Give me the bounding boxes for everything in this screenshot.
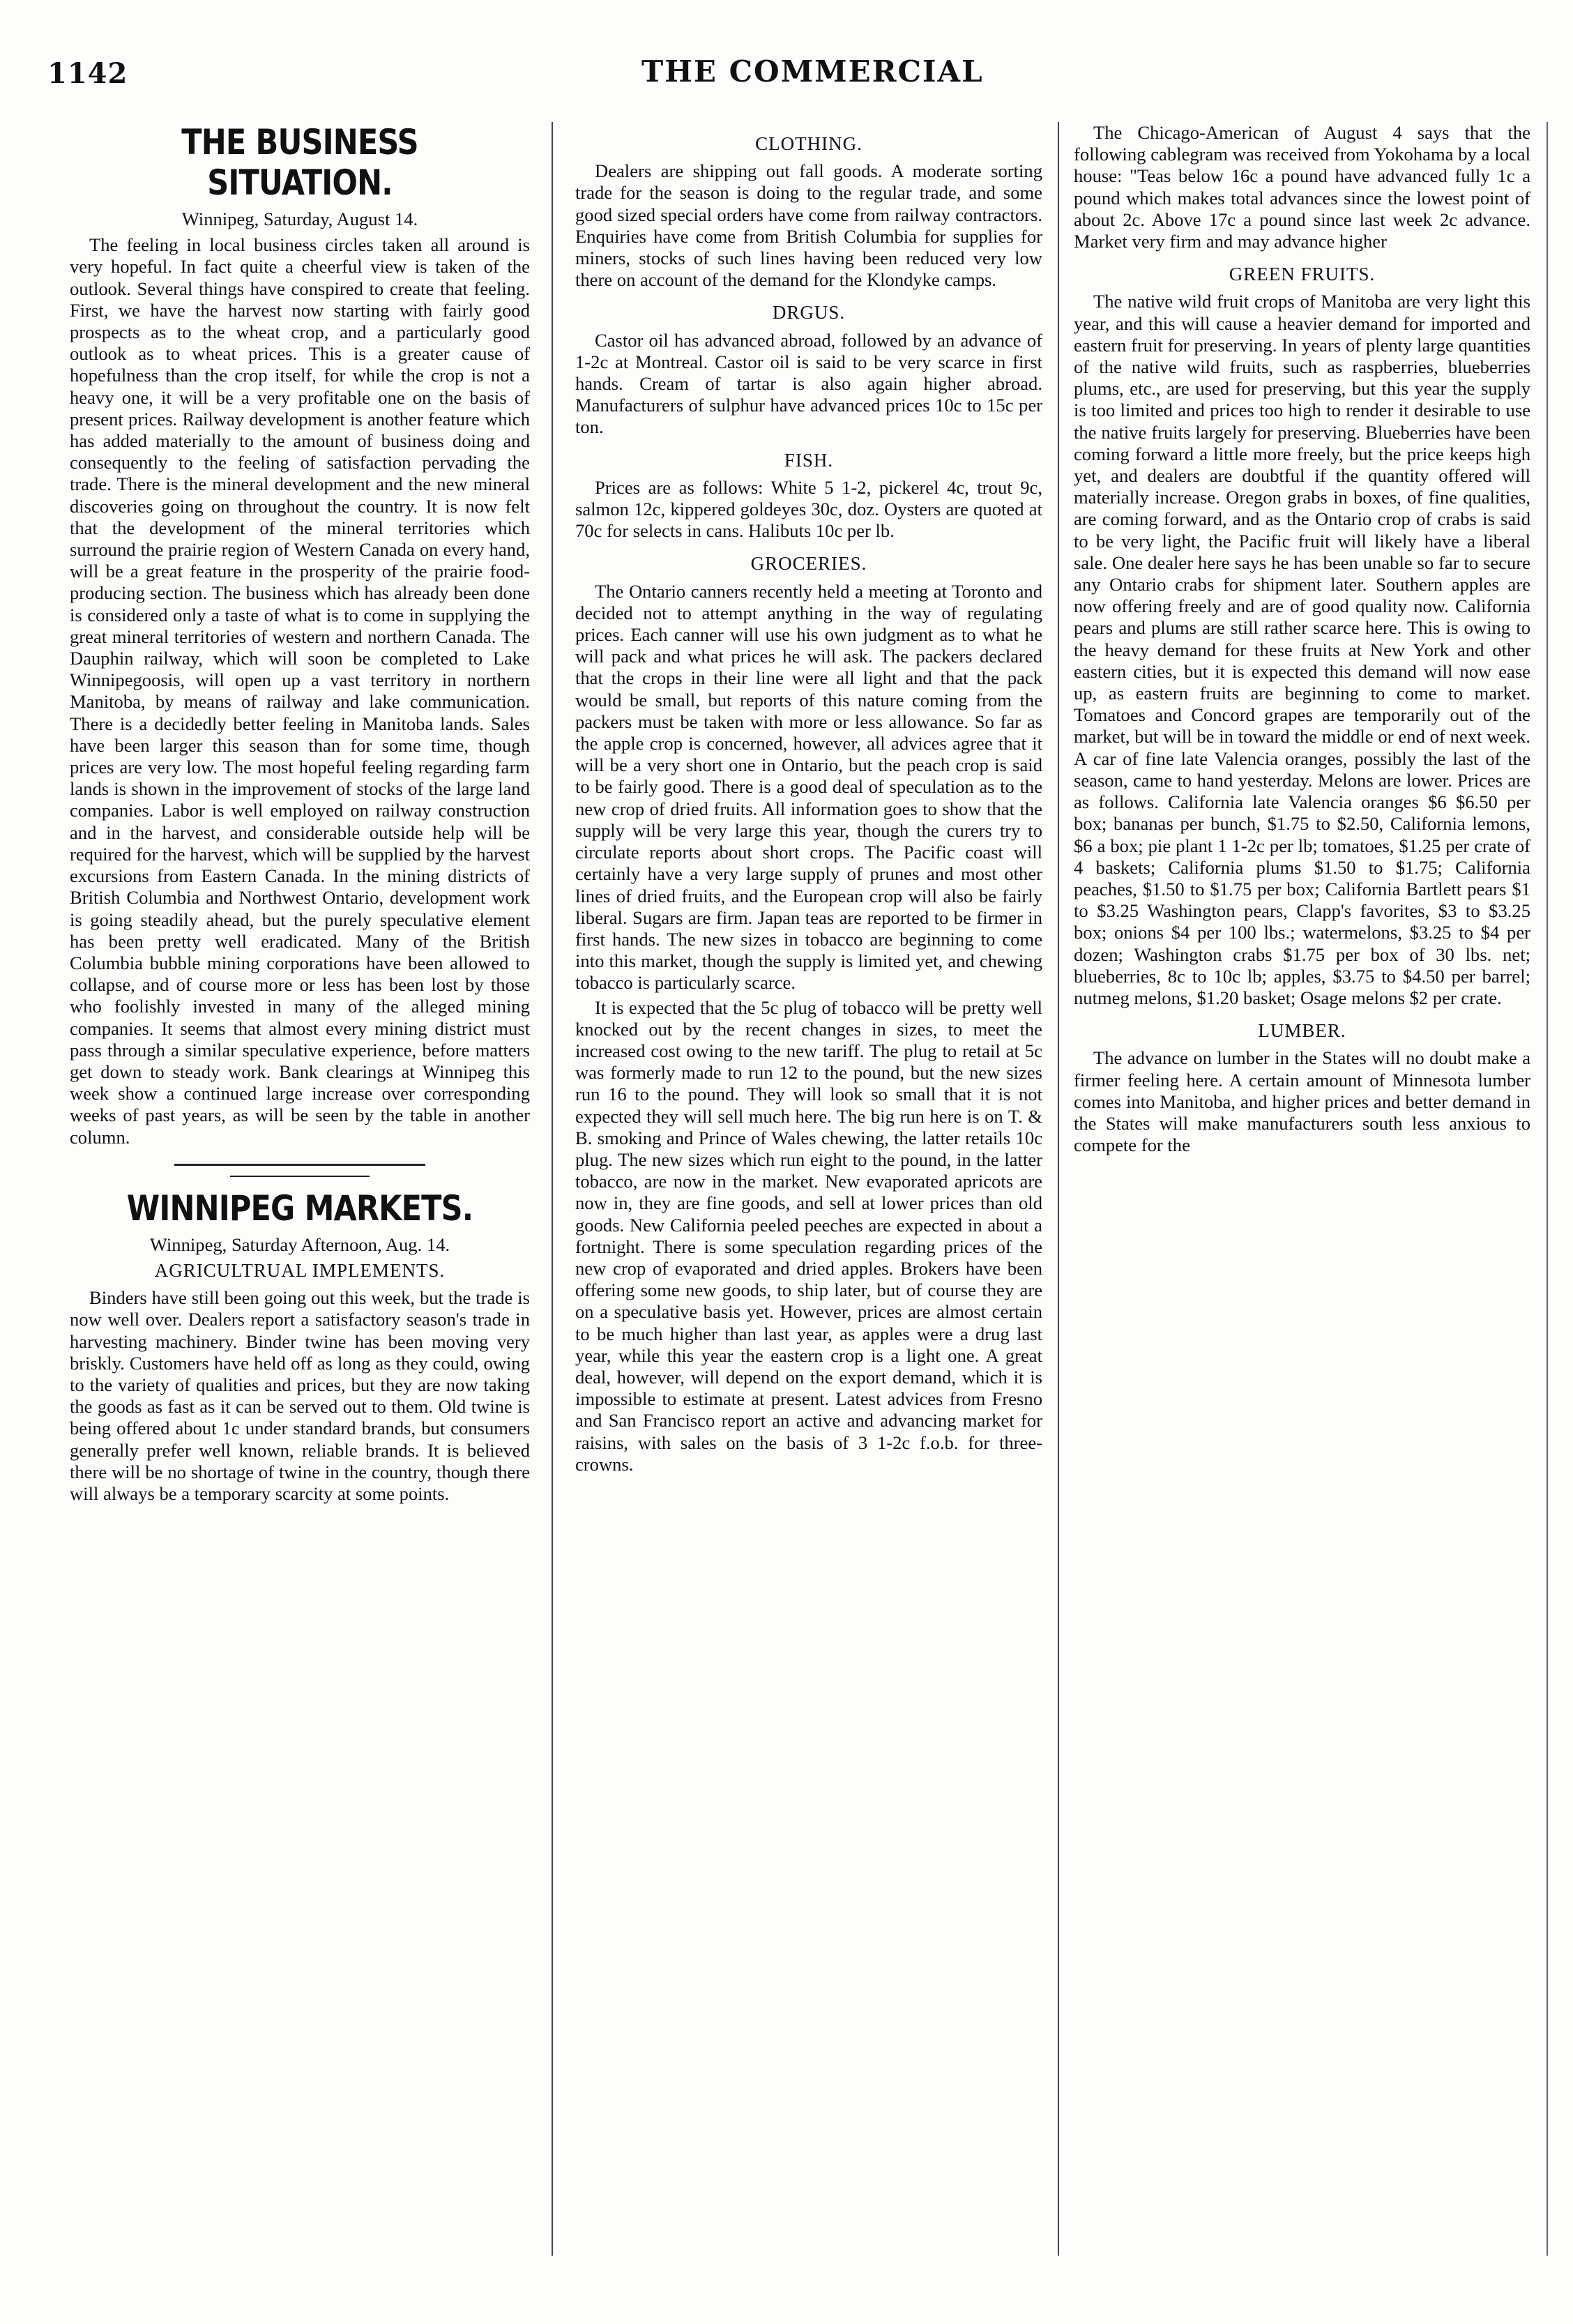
page-number: 1142 bbox=[47, 57, 128, 90]
business-situation-paragraph: The feeling in local business circles taken all around is very hopeful. In fact quite a cheerful view is taken of the outlook. Several things have conspired to create that feeling. First, we have the harvest now starting with fairly good prospects as to the wheat crop, and a particularly good outlook as to wheat prices. This is a greater cause of hopefulness than the crop itself, for while the crop is not a heavy one, it will be a very profitable one on the basis of present prices. Railway development is another feature which has added materially to the amount of business doing and consequently to the feeling of satisfaction pervading the trade. There is the mineral development and the new mineral discoveries going on throughout the country. It is now felt that the development of the mineral territories which surround the prairie region of Western Canada on every hand, will be a great feature in the prosperity of the prairie food-producing section. The business which has already been done is considered only a taste of what is to come in supplying the great mineral territories of western and northern Canada. The Dauphin railway, which will soon be completed to Lake Winnipegoosis, will open up a vast territory in northern Manitoba, by means of railway and lake communication. There is a decidedly better feeling in Manitoba lands. Sales have been larger this season than for some time, though prices are very low. The most hopeful feeling regarding farm lands is shown in the improvement of stocks of the large land companies. Labor is well employed on railway construction and in the harvest, and considerable outside help will be required for the harvest, which will be supplied by the harvest excursions from Eastern Canada. In the mining districts of British Columbia and Northwest Ontario, development work is going steadily ahead, but the purely speculative element has been pretty well eradicated. Many of the British Columbia bubble mining corporations have been allowed to collapse, and of course more or less has been lost by those who foolishly invested in many of the alleged mining companies. It seems that almost every mining district must pass through a similar speculative experience, before matters get down to steady work. Bank clearings at Winnipeg this week show a continued large increase over corresponding weeks of past years, as will be seen by the table in another column. bbox=[70, 234, 530, 1148]
section-heading-agricultural-implements: AGRICULTRUAL IMPLEMENTS. bbox=[154, 1259, 446, 1281]
section-paragraph: The Ontario canners recently held a meeting at Toronto and decided not to attempt anything in the way of regulating prices. Each canner will use his own judgment as to what he will pack and what prices he will ask. The packers declared that the crops in their line were all light and that the pack would be small, but reports of this nature coming from the packers must be taken with more or less allowance. So far as the apple crop is concerned, however, all advices agree that it will be a very short one in Ontario, but the peach crop is said to be fairly good. There is a good deal of speculation as to the new crop of dried fruits. All information goes to show that the supply will be very large this year, though the curers try to circulate reports about short crops. The Pacific coast will certainly have a very large supply of prunes and most other lines of dried fruits, and the European crop will also be fairly liberal. Sugars are firm. Japan teas are reported to be firmer in first hands. The new sizes in tobacco are beginning to come into this market, though the supply is limited yet, and chewing tobacco is particularly scarce. bbox=[575, 580, 1042, 994]
section-heading-clothing: CLOTHING. bbox=[755, 133, 863, 154]
section-heading-drugs: DRGUS. bbox=[772, 302, 846, 324]
winnipeg-markets-title: WINNIPEG MARKETS. bbox=[126, 1187, 473, 1229]
section-paragraph: The Chicago-American of August 4 says that the following cablegram was received from Yokohama by a local house: "Teas below 16c a pound have advanced fully 1c a pound which makes total advances since the lowest point of about 2c. Above 17c a pound since last week 2c advance. Market very firm and may advance higher bbox=[1074, 122, 1530, 252]
business-situation-dateline: Winnipeg, Saturday, August 14. bbox=[181, 208, 418, 229]
section-paragraph: Dealers are shipping out fall goods. A moderate sorting trade for the season is doing to the regular trade, and some good sized special orders have come from railway contractors. Enquiries have come from British Columbia for supplies for miners, stocks of such lines having been reduced very low there on account of the demand for the Klondyke camps. bbox=[575, 160, 1042, 291]
article-separator bbox=[174, 1164, 425, 1166]
column-1 bbox=[70, 122, 530, 2270]
column-rule bbox=[552, 122, 553, 2256]
business-situation-title: THE BUSINESS SITUATION. bbox=[181, 122, 418, 203]
column-rule bbox=[1058, 122, 1059, 2256]
column-rule bbox=[1547, 122, 1548, 2256]
section-heading-groceries: GROCERIES. bbox=[750, 553, 867, 575]
masthead bbox=[0, 49, 1573, 105]
section-paragraph: Binders have still been going out this week, but the trade is now well over. Dealers report a satisfactory season's trade in harvesting machinery. Binder twine has been moving very briskly. Customers have held off as long as they could, owing to the variety of qualities and prices, but they are now taking the goods as fast as it can be served out to them. Old twine is being offered about 1c under standard brands, but consumers generally prefer well known, reliable brands. It is believed there will be no shortage of twine in the country, though there will always be a temporary scarcity at some points. bbox=[70, 1287, 530, 1504]
section-paragraph: It is expected that the 5c plug of tobacco will be pretty well knocked out by the recent changes in sizes, to meet the increased cost owing to the new tariff. The plug to retail at 5c was formerly made to run 12 to the pound, but the new sizes run 16 to the pound. They will look so small that it is not expected they will sell much here. The big run here is on T. & B. smoking and Prince of Wales chewing, the latter retails 10c plug. The new sizes which run eight to the pound, in the latter tobacco, are now in the market. New evaporated apricots are now in, they are fine goods, and sell at lower prices than old goods. New California peeled peeches are expected in about a fortnight. There is some speculation regarding prices of the new crop of evaporated and dried apples. Brokers have been offering some new goods, to ship later, but of course they are on a speculative basis yet. However, prices are almost certain to be much higher than last year, as apples were a drug last year, while this year the eastern crop is a light one. A great deal, however, will depend on the export demand, which it is impossible to estimate at present. Latest advices from Fresno and San Francisco report an active and advancing market for raisins, with sales on the basis of 3 1-2c f.o.b. for three-crowns. bbox=[575, 996, 1042, 1475]
section-heading-green-fruits: GREEN FRUITS. bbox=[1229, 264, 1376, 285]
paper-name: THE COMMERCIAL bbox=[641, 54, 984, 89]
section-paragraph: The advance on lumber in the States will no doubt make a firmer feeling here. A certain amount of Minnesota lumber comes into Manitoba, and higher prices and better demand in the States will make manufacturers south less anxious to compete for the bbox=[1074, 1047, 1530, 1156]
article-separator bbox=[230, 1176, 370, 1177]
section-paragraph: Prices are as follows: White 5 1-2, pickerel 4c, trout 9c, salmon 12c, kippered goldeyes 30c, doz. Oysters are quoted at 70c for selects in cans. Halibuts 10c per lb. bbox=[575, 476, 1042, 542]
section-paragraph: The native wild fruit crops of Manitoba are very light this year, and this will cause a heavier demand for imported and eastern fruit for preserving. In years of plenty large quantities of the native wild fruits, such as raspberries, blueberries plums, etc., are used for preserving, but this year the supply is too limited and prices too high to render it desirable to use the native fruits largely for preserving. Blueberries have been coming forward a little more freely, but the price keeps high yet, and dealers are doubtful if the quantity offered will materially increase. Oregon grabs in boxes, of fine qualities, are coming forward, and as the Ontario crop of crabs is said to be very light, the Pacific fruit will likely have a liberal sale. One dealer here says he has been unable so far to secure any Ontario crabs for shipment later. Southern apples are now offering freely and are of good quality now. California pears and plums are still rather scarce here. This is owing to the heavy demand for these fruits at New York and other eastern cities, but it is expected this demand will now ease up, as eastern fruits are beginning to come to market. Tomatoes and Concord grapes are temporarily out of the market, but will be in toward the middle or end of next week. A car of fine late Valencia oranges, possibly the last of the season, came to hand yesterday. Melons are lower. Prices are as follows. California late Valencia oranges $6 $6.50 per box; bananas per bunch, $1.75 to $2.50, California lemons, $6 a box; pie plant 1 1-2c per lb; tomatoes, $1.25 per crate of 4 baskets; California plums $1.50 to $1.75; California peaches, $1.50 to $1.75 per box; California Bartlett pears $1 to $3.25 Washington pears, Clapp's favorites, $3 to $3.25 box; onions $4 per 100 lbs.; watermelons, $3.25 to $4 per dozen; Washington crabs $1.75 per box of 30 lbs. net; blueberries, 8c to 10c lb; apples, $3.75 to $4.50 per barrel; nutmeg melons, $1.20 basket; Osage melons $2 per crate. bbox=[1074, 291, 1530, 1008]
winnipeg-markets-dateline: Winnipeg, Saturday Afternoon, Aug. 14. bbox=[149, 1233, 450, 1255]
column-2 bbox=[575, 122, 1042, 2270]
column-3 bbox=[1074, 122, 1530, 2270]
section-paragraph: Castor oil has advanced abroad, followed by an advance of 1-2c at Montreal. Castor oil is said to be very scarce in first hands. Cream of tartar is also again higher abroad. Manufacturers of sulphur have advanced prices 10c to 15c per ton. bbox=[575, 329, 1042, 438]
section-heading-lumber: LUMBER. bbox=[1258, 1020, 1346, 1042]
section-heading-fish: FISH. bbox=[784, 449, 834, 471]
